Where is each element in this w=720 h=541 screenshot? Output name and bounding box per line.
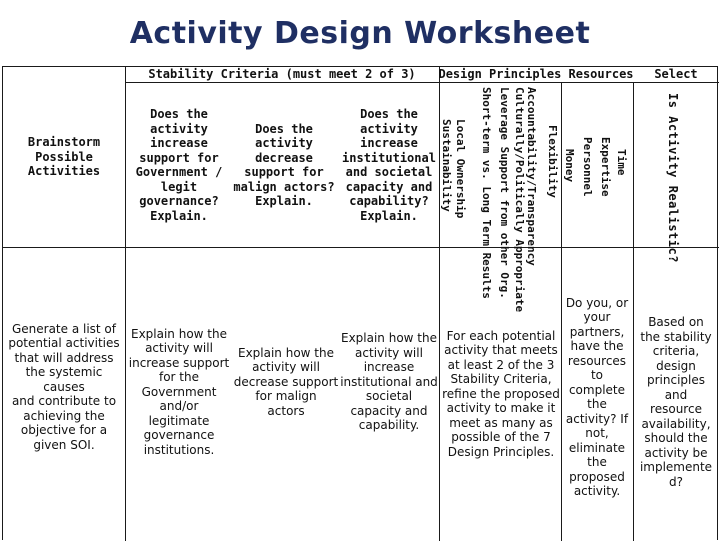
support-government-header: Does the activity increase support for Government / legit governance? Explain. [135, 107, 223, 223]
row-divider [3, 247, 719, 248]
design-principles-resources-header: Design Principles Resources [438, 67, 634, 82]
principle-culturally-appropriate: Culturally/Politically Appropriate [513, 87, 526, 313]
header-underline-stability [125, 82, 439, 83]
realistic-header: Is Activity Realistic? [666, 93, 680, 263]
principle-sustainability: Sustainability [440, 119, 453, 212]
resource-personnel: Personnel [581, 137, 594, 197]
header-underline-right [439, 82, 719, 83]
brainstorm-guidance: Generate a list of potential activities that will address the systemic causes and contribute to achieving the objective for a given SOI. [8, 321, 120, 452]
institutional-capacity-header: Does the activity increase institutional and societal capacity and capability? Explain. [342, 107, 436, 223]
brainstorm-header: Brainstorm Possible Activities [27, 135, 101, 179]
support-government-guidance: Explain how the activity will increase support for the Government and/or legitimate governance institutions. [128, 326, 230, 457]
resource-money: Money [563, 149, 576, 183]
stability-criteria-header: Stability Criteria (must meet 2 of 3) [148, 67, 416, 82]
principle-local-ownership: Local Ownership [454, 119, 467, 219]
resource-flexibility: Flexibility [546, 125, 559, 198]
institutional-capacity-guidance: Explain how the activity will increase institutional and societal capacity and capability. [340, 331, 438, 433]
design-principles-guidance: For each potential activity that meets at least 2 of the 3 Stability Criteria, refine the proposed activity to make it meet as many as possible of the 7 Design Principles. [442, 328, 560, 459]
resource-time: Time [615, 149, 628, 176]
col-divider-1 [125, 67, 126, 541]
resource-expertise: Expertise [599, 137, 612, 197]
resources-guidance: Do you, or your partners, have the resources to complete the activity? If not, eliminate the proposed activity. [565, 295, 629, 498]
select-guidance: Based on the stability criteria, design principles and resource availability, should the activity be implemente d? [639, 315, 713, 489]
decrease-malign-header: Does the activity decrease support for malign actors? Explain. [233, 121, 335, 208]
principle-accountability: Accountability/Transparency [525, 87, 538, 266]
select-header: Select [654, 67, 698, 82]
worksheet-table [2, 66, 718, 540]
page-title: Activity Design Worksheet [129, 16, 591, 51]
principle-short-vs-long-term: Short-term vs. Long Term Results [480, 87, 493, 299]
principle-leverage-support: Leverage Support from other Org. [498, 87, 511, 299]
decrease-malign-guidance: Explain how the activity will decrease support for malign actors [233, 345, 339, 418]
